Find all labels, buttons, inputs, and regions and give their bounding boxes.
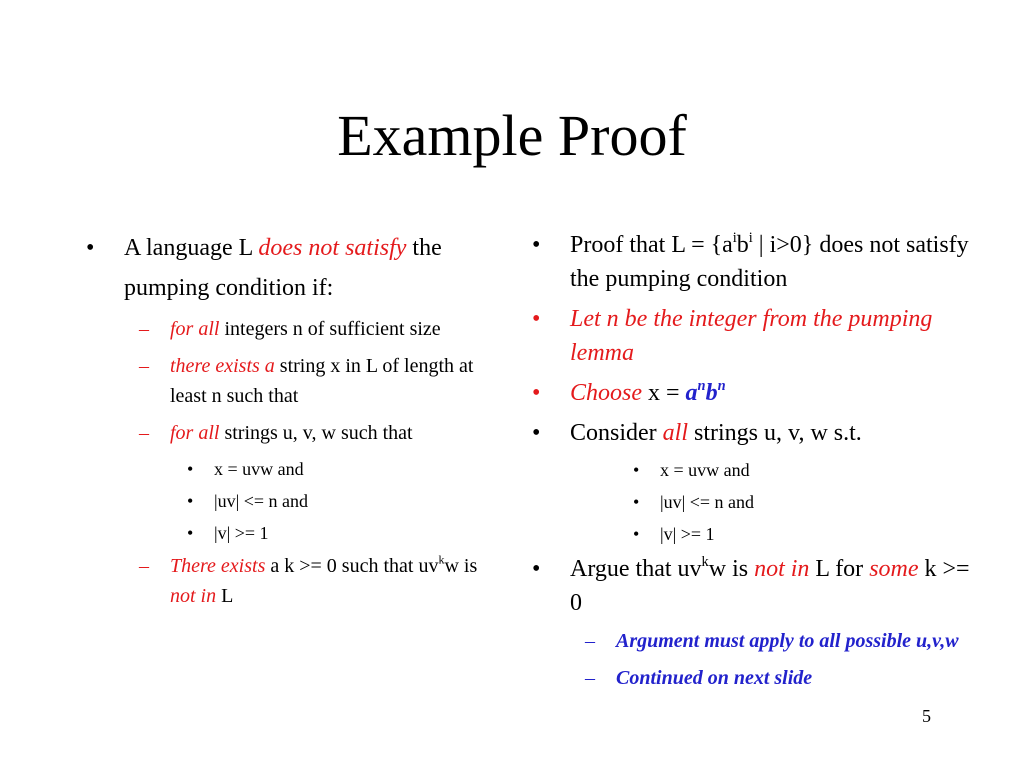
not-in-emphasis: not in xyxy=(170,585,217,607)
condition-text: |v| >= 1 xyxy=(214,523,269,543)
condition-text: x = uvw and xyxy=(214,459,304,479)
continued-note-text: Continued on next slide xyxy=(616,667,813,689)
right-condition-3 xyxy=(532,520,982,548)
right-sub-argument-note xyxy=(532,626,982,656)
bullet-marker: • xyxy=(633,460,640,480)
exists-k-text: a k >= 0 such that uv xyxy=(265,555,439,577)
consider-text-2: strings u, v, w s.t. xyxy=(688,420,862,446)
bullet-marker: • xyxy=(633,524,640,544)
superscript-i: i xyxy=(732,229,737,246)
left-sub-there-exists-x xyxy=(86,351,496,411)
dash-marker: – xyxy=(139,355,149,377)
left-sub-there-exists-k xyxy=(86,551,496,611)
bullet-marker: • xyxy=(633,492,640,512)
proof-that-text: Proof that L = {a xyxy=(570,232,733,258)
dash-marker: – xyxy=(139,555,149,577)
not-in-emphasis: not in xyxy=(754,556,810,582)
bullet-marker: • xyxy=(532,556,541,582)
right-bullet-let-n xyxy=(532,302,982,370)
bullet-marker: • xyxy=(532,420,541,446)
page-number: 5 xyxy=(922,706,931,726)
there-exists-emphasis: There exists xyxy=(170,555,266,577)
some-emphasis: some xyxy=(869,556,919,582)
left-sub-for-all-uvw xyxy=(86,418,496,448)
argue-text: Argue that uv xyxy=(570,556,702,582)
for-all-uvw-text: strings u, v, w such that xyxy=(219,422,413,444)
dash-marker: – xyxy=(139,318,149,340)
bullet-marker: • xyxy=(187,491,194,511)
let-n-text: Let n be the integer from the pumping lemma xyxy=(570,306,933,366)
bullet-marker: • xyxy=(187,459,194,479)
exists-k-text-2: w is xyxy=(444,555,478,577)
left-condition-3 xyxy=(86,519,496,547)
choose-b: b xyxy=(705,380,718,406)
bullet-marker: • xyxy=(187,523,194,543)
bullet-marker: • xyxy=(532,380,541,406)
dash-marker: – xyxy=(585,630,595,652)
superscript-k: k xyxy=(701,553,709,570)
choose-a: a xyxy=(685,380,698,406)
dash-marker: – xyxy=(585,667,595,689)
bullet-marker: • xyxy=(532,232,541,258)
superscript-k: k xyxy=(438,552,445,567)
choose-text: x = xyxy=(642,380,686,406)
dash-marker: – xyxy=(139,422,149,444)
condition-text: |v| >= 1 xyxy=(660,524,715,544)
left-column xyxy=(86,228,496,618)
condition-text: |uv| <= n and xyxy=(214,491,308,511)
proof-that-b: b xyxy=(736,232,749,258)
choose-emphasis: Choose xyxy=(570,380,642,406)
for-all-emphasis: for all xyxy=(170,318,220,340)
superscript-n: n xyxy=(697,377,706,394)
bullet-marker: • xyxy=(86,235,95,261)
left-condition-2 xyxy=(86,487,496,515)
argument-note-text: Argument must apply to all possible u,v,w xyxy=(616,630,959,652)
right-bullet-choose xyxy=(532,376,982,410)
right-bullet-proof-that xyxy=(532,228,982,296)
superscript-i: i xyxy=(748,229,753,246)
slide-title: Example Proof xyxy=(337,103,687,168)
left-condition-1 xyxy=(86,455,496,483)
definition-text-1: A language L xyxy=(124,235,259,261)
condition-text: |uv| <= n and xyxy=(660,492,754,512)
argue-text-3: L for xyxy=(809,556,870,582)
definition-text-2: the pumping condition if: xyxy=(124,235,442,301)
consider-text: Consider xyxy=(570,420,663,446)
for-all-n-text: integers n of sufficient size xyxy=(219,318,441,340)
argue-text-2: w is xyxy=(708,556,755,582)
right-column xyxy=(532,228,982,700)
there-exists-text: string x in L of length at least n such that xyxy=(170,355,474,407)
all-emphasis: all xyxy=(662,420,689,446)
right-bullet-argue xyxy=(532,552,982,620)
superscript-n: n xyxy=(717,377,726,394)
definition-emphasis: does not satisfy xyxy=(258,235,407,261)
right-sub-continued-note xyxy=(532,663,982,693)
condition-text: x = uvw and xyxy=(660,460,750,480)
there-exists-emphasis: there exists a xyxy=(170,355,275,377)
right-condition-1 xyxy=(532,456,982,484)
bullet-marker: • xyxy=(532,306,541,332)
exists-k-text-3: L xyxy=(216,585,234,607)
right-bullet-consider xyxy=(532,416,982,450)
left-sub-for-all-n xyxy=(86,314,496,344)
for-all-emphasis: for all xyxy=(170,422,220,444)
left-bullet-definition xyxy=(86,228,496,308)
argue-text-4: k >= 0 xyxy=(570,556,970,616)
right-condition-2 xyxy=(532,488,982,516)
proof-that-text-2: | i>0} does not satisfy the pumping condition xyxy=(570,232,969,292)
